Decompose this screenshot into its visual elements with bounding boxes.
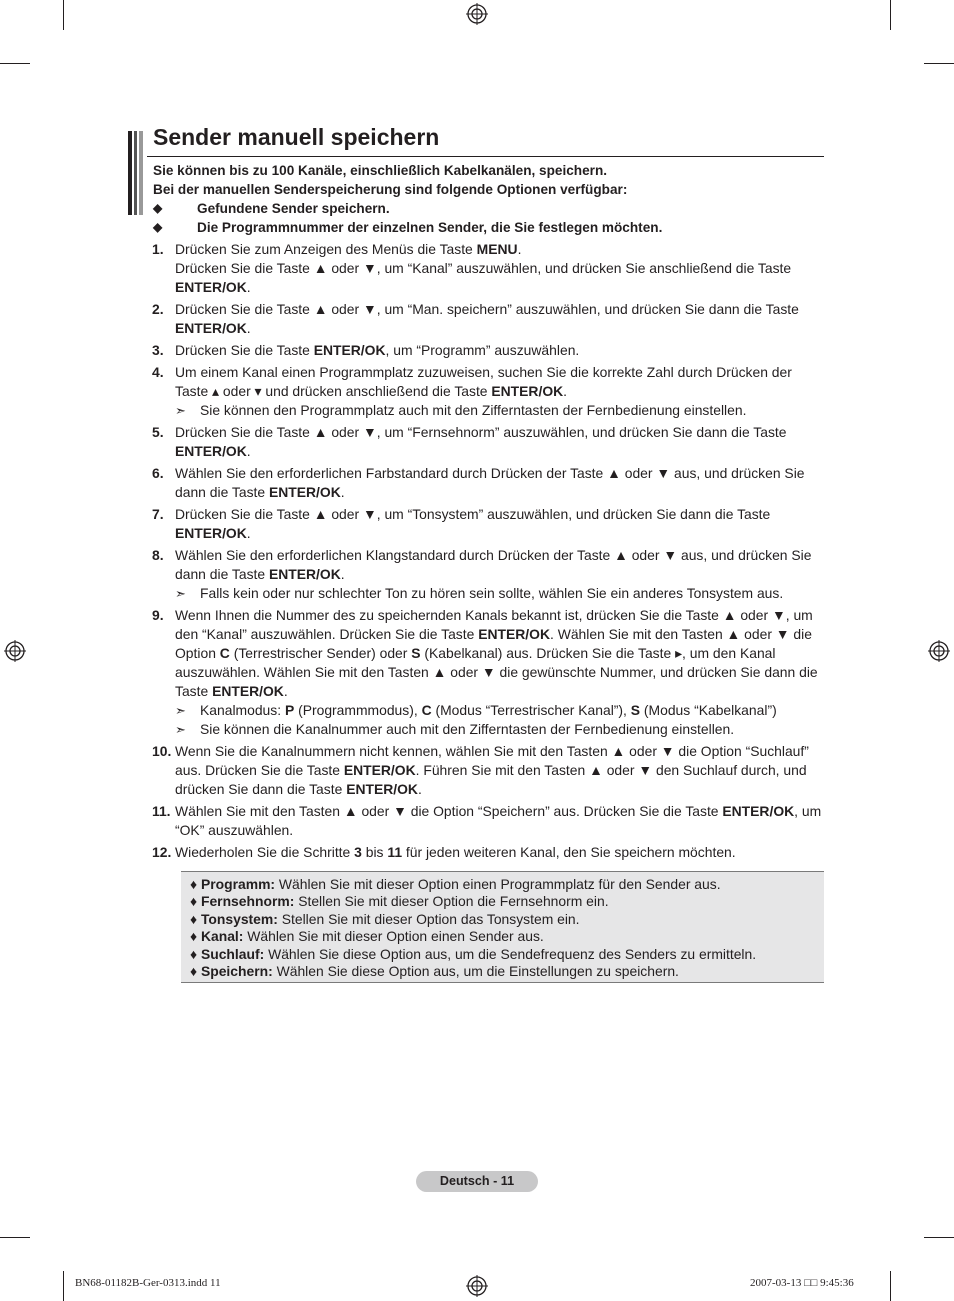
step-number: 10.	[152, 743, 172, 759]
step-number: 6.	[152, 465, 164, 481]
diamond-bullet-icon: ◆	[153, 220, 163, 234]
option-item: ♦ Suchlauf: Wählen Sie diese Option aus, um die Sendefrequenz des Senders zu ermitteln.	[190, 946, 757, 962]
title-accent-bar	[128, 131, 143, 215]
note-arrow-icon: ➣	[175, 703, 186, 718]
crop-mark	[0, 63, 30, 64]
list-item: 10. Wenn Sie die Kanalnummern nicht kennen, wählen Sie mit den Tasten ▲ oder ▼ die Option “Suchlauf” aus. Drücken Sie die Taste ENTER/OK. Führen Sie mit den Tasten ▲ oder ▼ den Suchlauf durch, und drücken Sie dann die Taste ENTER/OK.	[152, 743, 809, 797]
step-number: 11.	[152, 803, 171, 819]
diamond-bullet-icon: ♦	[190, 946, 198, 962]
step-number: 12.	[152, 844, 172, 860]
list-item: 8. Wählen Sie den erforderlichen Klangstandard durch Drücken der Taste ▲ oder ▼ aus, und drücken Sie dann die Taste ENTER/OK. ➣ Falls kein oder nur schlechter Ton zu hören sein sollte, wählen Sie ein anderes Tonsystem aus.	[152, 546, 824, 603]
page-title: Sender manuell speichern	[153, 124, 440, 150]
option-item: ♦ Speichern: Wählen Sie diese Option aus, um die Einstellungen zu speichern.	[190, 963, 679, 979]
footer-timestamp: 2007-03-13 □□ 9:45:36	[750, 1277, 854, 1289]
diamond-bullet-icon: ◆	[153, 201, 163, 215]
crop-mark	[890, 0, 891, 30]
page-number-badge: Deutsch - 11	[416, 1171, 538, 1192]
diamond-bullet-icon: ♦	[190, 928, 198, 944]
list-item: 12. Wiederholen Sie die Schritte 3 bis 11 für jeden weiteren Kanal, den Sie speichern möchten.	[152, 844, 736, 860]
note-arrow-icon: ➣	[175, 722, 186, 737]
note-arrow-icon: ➣	[175, 586, 186, 601]
note-arrow-icon: ➣	[175, 403, 186, 418]
intro-block	[153, 161, 823, 237]
crop-mark	[924, 1237, 954, 1238]
list-item: 1. Drücken Sie zum Anzeigen des Menüs die Taste MENU. Drücken Sie die Taste ▲ oder ▼, um “Kanal” auszuwählen, und drücken Sie anschließend die Taste ENTER/OK.	[152, 241, 792, 295]
option-item: ♦ Kanal: Wählen Sie mit dieser Option einen Sender aus.	[190, 928, 544, 944]
list-item: 3. Drücken Sie die Taste ENTER/OK, um “Programm” auszuwählen.	[152, 342, 580, 358]
steps-list	[152, 240, 824, 865]
crop-mark	[924, 63, 954, 64]
option-item: ♦ Fernsehnorm: Stellen Sie mit dieser Option die Fernsehnorm ein.	[190, 893, 609, 909]
note: ➣ Kanalmodus: P (Programmmodus), C (Modus “Terrestrischer Kanal”), S (Modus “Kabelkanal”)	[175, 702, 777, 718]
step-number: 4.	[152, 364, 164, 380]
registration-mark-icon	[4, 640, 26, 662]
list-item: 4. Um einem Kanal einen Programmplatz zuzuweisen, suchen Sie die korrekte Zahl durch Drücken der Taste ▴ oder ▾ und drücken anschließend die Taste ENTER/OK. ➣ Sie können den Programmplatz auch mit den Zifferntasten der Fernbedienung einstellen.	[152, 363, 824, 420]
step-number: 3.	[152, 342, 164, 358]
registration-mark-icon	[928, 640, 950, 662]
list-item: 9. Wenn Ihnen die Nummer des zu speichernden Kanals bekannt ist, drücken Sie die Taste ▲ oder ▼, um den “Kanal” auszuwählen. Drücken Sie die Taste ENTER/OK. Wählen Sie mit den Tasten ▲ oder ▼ die Option C (Terrestrischer Sender) oder S (Kabelkanal) aus. Drücken Sie die Taste ▸, um den Kanal auszuwählen. Wählen Sie mit den Tasten ▲ oder ▼ die gewünschte Nummer, und drücken Sie dann die Taste ENTER/OK. ➣ Kanalmodus: P (Programmmodus), C (Modus “Terrestrischer Kanal”), S (Modus “Kabelkanal”) ➣ Sie können die Kanalnummer auch mit den Zifferntasten der Fernbedienung einstellen.	[152, 606, 824, 739]
step-number: 1.	[152, 241, 164, 257]
option-item: ♦ Programm: Wählen Sie mit dieser Option einen Programmplatz für den Sender aus.	[190, 876, 721, 892]
list-item: 5. Drücken Sie die Taste ▲ oder ▼, um “Fernsehnorm” auszuwählen, und drücken Sie dann die Taste ENTER/OK.	[152, 424, 787, 459]
step-number: 2.	[152, 301, 164, 317]
title-divider	[147, 156, 824, 157]
diamond-bullet-icon: ♦	[190, 876, 198, 892]
footer-file-info: BN68-01182B-Ger-0313.indd 11	[75, 1277, 221, 1289]
list-item: 7. Drücken Sie die Taste ▲ oder ▼, um “Tonsystem” auszuwählen, und drücken Sie dann die Taste ENTER/OK.	[152, 506, 771, 541]
step-number: 8.	[152, 547, 164, 563]
step-number: 9.	[152, 607, 164, 623]
crop-mark	[63, 1271, 64, 1301]
intro-line: Bei der manuellen Senderspeicherung sind folgende Optionen verfügbar:	[153, 182, 628, 197]
intro-line: Sie können bis zu 100 Kanäle, einschließlich Kabelkanälen, speichern.	[153, 163, 608, 178]
note: ➣ Sie können die Kanalnummer auch mit den Zifferntasten der Fernbedienung einstellen.	[175, 721, 735, 737]
note: ➣ Falls kein oder nur schlechter Ton zu hören sein sollte, wählen Sie ein anderes Tonsystem aus.	[175, 585, 784, 601]
crop-mark	[63, 0, 64, 30]
diamond-bullet-icon: ♦	[190, 893, 198, 909]
option-item: ♦ Tonsystem: Stellen Sie mit dieser Option das Tonsystem ein.	[190, 911, 580, 927]
list-item: 6. Wählen Sie den erforderlichen Farbstandard durch Drücken der Taste ▲ oder ▼ aus, und drücken Sie dann die Taste ENTER/OK.	[152, 465, 805, 500]
intro-bullet: ◆ Gefundene Sender speichern.	[153, 201, 390, 216]
step-number: 7.	[152, 506, 164, 522]
options-info-box	[181, 871, 824, 983]
list-item: 11. Wählen Sie mit den Tasten ▲ oder ▼ die Option “Speichern” aus. Drücken Sie die Taste ENTER/OK, um “OK” auszuwählen.	[152, 803, 822, 838]
registration-mark-icon	[466, 3, 488, 25]
intro-bullet: ◆ Die Programmnummer der einzelnen Sender, die Sie festlegen möchten.	[153, 220, 663, 235]
crop-mark	[0, 1237, 30, 1238]
diamond-bullet-icon: ♦	[190, 911, 198, 927]
list-item: 2. Drücken Sie die Taste ▲ oder ▼, um “Man. speichern” auszuwählen, und drücken Sie dann die Taste ENTER/OK.	[152, 301, 799, 336]
crop-mark	[890, 1271, 891, 1301]
step-number: 5.	[152, 424, 164, 440]
diamond-bullet-icon: ♦	[190, 963, 198, 979]
registration-mark-icon	[466, 1275, 488, 1297]
note: ➣ Sie können den Programmplatz auch mit den Zifferntasten der Fernbedienung einstellen.	[175, 402, 747, 418]
